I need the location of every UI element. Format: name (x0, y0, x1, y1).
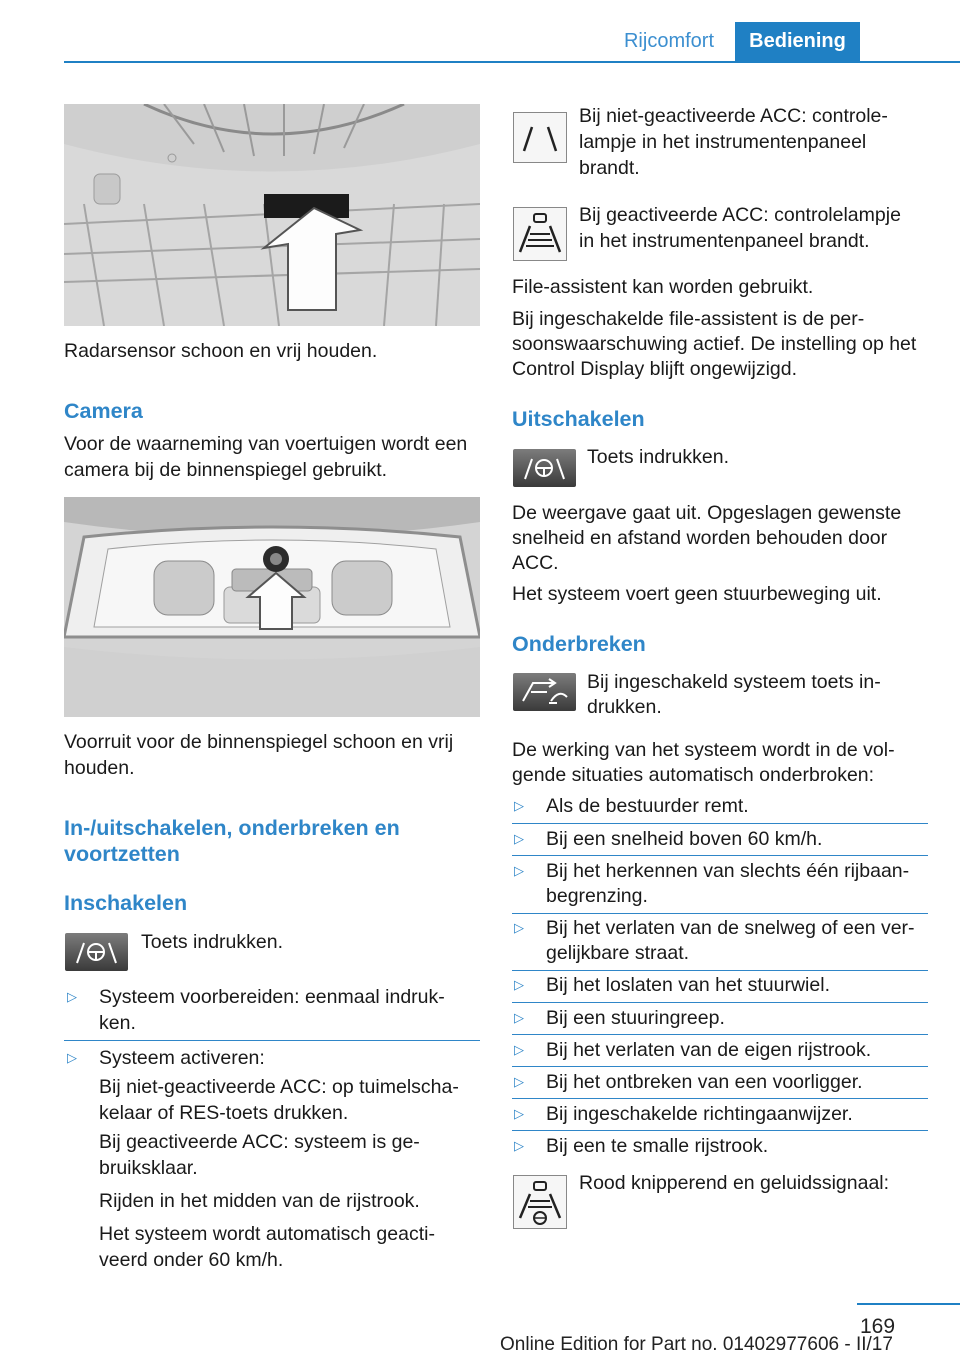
main-heading-line-2: voortzetten (64, 842, 180, 866)
acc-on-indicator-icon (513, 207, 567, 261)
warning-line-1: Bij ingeschakelde file-assistent is de per- (512, 308, 865, 330)
step-activate-line-7: veerd onder 60 km/h. (99, 1249, 284, 1271)
bullet-glyph: ▷ (514, 1010, 524, 1025)
interrupt-item: Bij het verlaten van de eigen rijstrook. (546, 1039, 872, 1061)
acc-off-indicator-icon (513, 112, 567, 163)
step-activate-line-1: Bij niet-geactiveerde ACC: op tuimelscha- (99, 1076, 459, 1098)
step-activate-line-3: Bij geactiveerde ACC: systeem is ge- (99, 1131, 420, 1153)
interrupt-press-line-1: Bij ingeschakeld systeem toets in- (587, 671, 881, 693)
bullet-glyph: ▷ (514, 863, 524, 878)
on-press-text: Toets indrukken. (141, 931, 283, 953)
main-heading-line-1: In-/uitschakelen, onderbreken en (64, 816, 400, 840)
step-activate-line-2: kelaar of RES-toets drukken. (99, 1102, 349, 1124)
camera-text-line-2: camera bij de binnenspiegel gebruikt. (64, 459, 388, 481)
bullet-glyph: ▷ (514, 1106, 524, 1121)
acc-off-line-1: Bij niet-geactiveerde ACC: controle- (579, 105, 888, 127)
step-prepare-line-1: Systeem voorbereiden: eenmaal indruk- (99, 986, 445, 1008)
bullet-glyph: ▷ (514, 1138, 524, 1153)
bullet-separator (512, 913, 928, 914)
caption-radar: Radarsensor schoon en vrij houden. (64, 340, 378, 362)
interrupt-item-cont: begrenzing. (546, 885, 648, 907)
red-warning-indicator-icon (513, 1175, 567, 1229)
footer-rule (857, 1303, 960, 1305)
header-chapter-tab: Bediening (735, 22, 860, 61)
bullet-glyph: ▷ (67, 1050, 77, 1065)
interrupt-item: Bij ingeschakelde richtingaanwijzer. (546, 1103, 853, 1125)
acc-on-line-1: Bij geactiveerde ACC: controlelampje (579, 204, 901, 226)
step-prepare-line-2: ken. (99, 1012, 136, 1034)
header-rule (64, 61, 960, 63)
page-number: 169 (860, 1315, 896, 1338)
bullet-glyph: ▷ (514, 977, 524, 992)
interrupt-item: Bij een snelheid boven 60 km/h. (546, 828, 823, 850)
interrupt-item: Bij het ontbreken van een voorligger. (546, 1071, 863, 1093)
usable-text: File-assistent kan worden gebruikt. (512, 276, 814, 298)
lane-assist-button-icon (65, 933, 128, 971)
warning-line-2: soonswaarschuwing actief. De instelling op het (512, 333, 917, 355)
step-activate-title: Systeem activeren: (99, 1047, 265, 1069)
warning-line-3: Control Display blijft ongewijzigd. (512, 358, 798, 380)
bullet-glyph: ▷ (67, 989, 77, 1004)
bullet-glyph: ▷ (514, 831, 524, 846)
interrupt-text-line-2: gende situaties automatisch onderbroken: (512, 764, 875, 786)
bullet-glyph: ▷ (514, 1074, 524, 1089)
off-heading: Uitschakelen (512, 407, 645, 431)
bullet-separator (512, 1002, 928, 1003)
bullet-glyph: ▷ (514, 920, 524, 935)
bullet-separator (512, 1034, 928, 1035)
on-heading: Inschakelen (64, 891, 188, 915)
interrupt-press-line-2: drukken. (587, 696, 662, 718)
lane-assist-off-button-icon (513, 449, 576, 487)
interrupt-item: Bij het loslaten van het stuurwiel. (546, 974, 830, 996)
interrupt-item: Bij het herkennen van slechts één rijbaan- (546, 860, 910, 882)
interrupt-button-icon (513, 673, 576, 711)
off-text-line-1: De weergave gaat uit. Opgeslagen gewenste (512, 502, 902, 524)
acc-on-line-2: in het instrumentenpaneel brandt. (579, 230, 870, 252)
interrupt-item: Bij een stuuringreep. (546, 1007, 725, 1029)
caption-windscreen-line-2: houden. (64, 757, 135, 779)
step-activate-line-4: bruiksklaar. (99, 1157, 198, 1179)
header-section-tab: Rijcomfort (623, 30, 714, 52)
caption-windscreen-line-1: Voorruit voor de binnenspiegel schoon en vrij (64, 731, 454, 753)
step-activate-line-5: Rijden in het midden van de rijstrook. (99, 1190, 420, 1212)
step-activate-line-6: Het systeem wordt automatisch geacti- (99, 1223, 435, 1245)
interrupt-item: Bij een te smalle rijstrook. (546, 1135, 769, 1157)
camera-heading: Camera (64, 399, 143, 423)
bullet-separator (512, 1130, 928, 1131)
edition-footer: Online Edition for Part no. 01402977606 - II/17 (500, 1334, 893, 1355)
off-text-line-3: ACC. (512, 552, 559, 574)
interrupt-text-line-1: De werking van het systeem wordt in de vol- (512, 739, 895, 761)
windscreen-camera-photo (64, 497, 480, 717)
acc-off-line-3: brandt. (579, 157, 640, 179)
bullet-separator (64, 1040, 480, 1041)
bullet-glyph: ▷ (514, 798, 524, 813)
interrupt-item: Bij het verlaten van de snelweg of een ver- (546, 917, 915, 939)
bullet-separator (512, 855, 928, 856)
bullet-separator (512, 1066, 928, 1067)
interrupt-item-cont: gelijkbare straat. (546, 942, 690, 964)
camera-text-line-1: Voor de waarneming van voertuigen wordt een (64, 433, 468, 455)
bullet-separator (512, 1098, 928, 1099)
interrupt-item: Als de bestuurder remt. (546, 795, 749, 817)
interrupt-heading: Onderbreken (512, 632, 646, 656)
bullet-separator (512, 970, 928, 971)
off-text-line-4: Het systeem voert geen stuurbeweging uit. (512, 583, 882, 605)
off-text-line-2: snelheid en afstand worden behouden door (512, 527, 888, 549)
red-blink-text: Rood knipperend en geluidssignaal: (579, 1172, 890, 1194)
radar-sensor-photo (64, 104, 480, 326)
off-press-text: Toets indrukken. (587, 446, 729, 468)
acc-off-line-2: lampje in het instrumentenpaneel (579, 131, 867, 153)
bullet-glyph: ▷ (514, 1042, 524, 1057)
bullet-separator (512, 823, 928, 824)
